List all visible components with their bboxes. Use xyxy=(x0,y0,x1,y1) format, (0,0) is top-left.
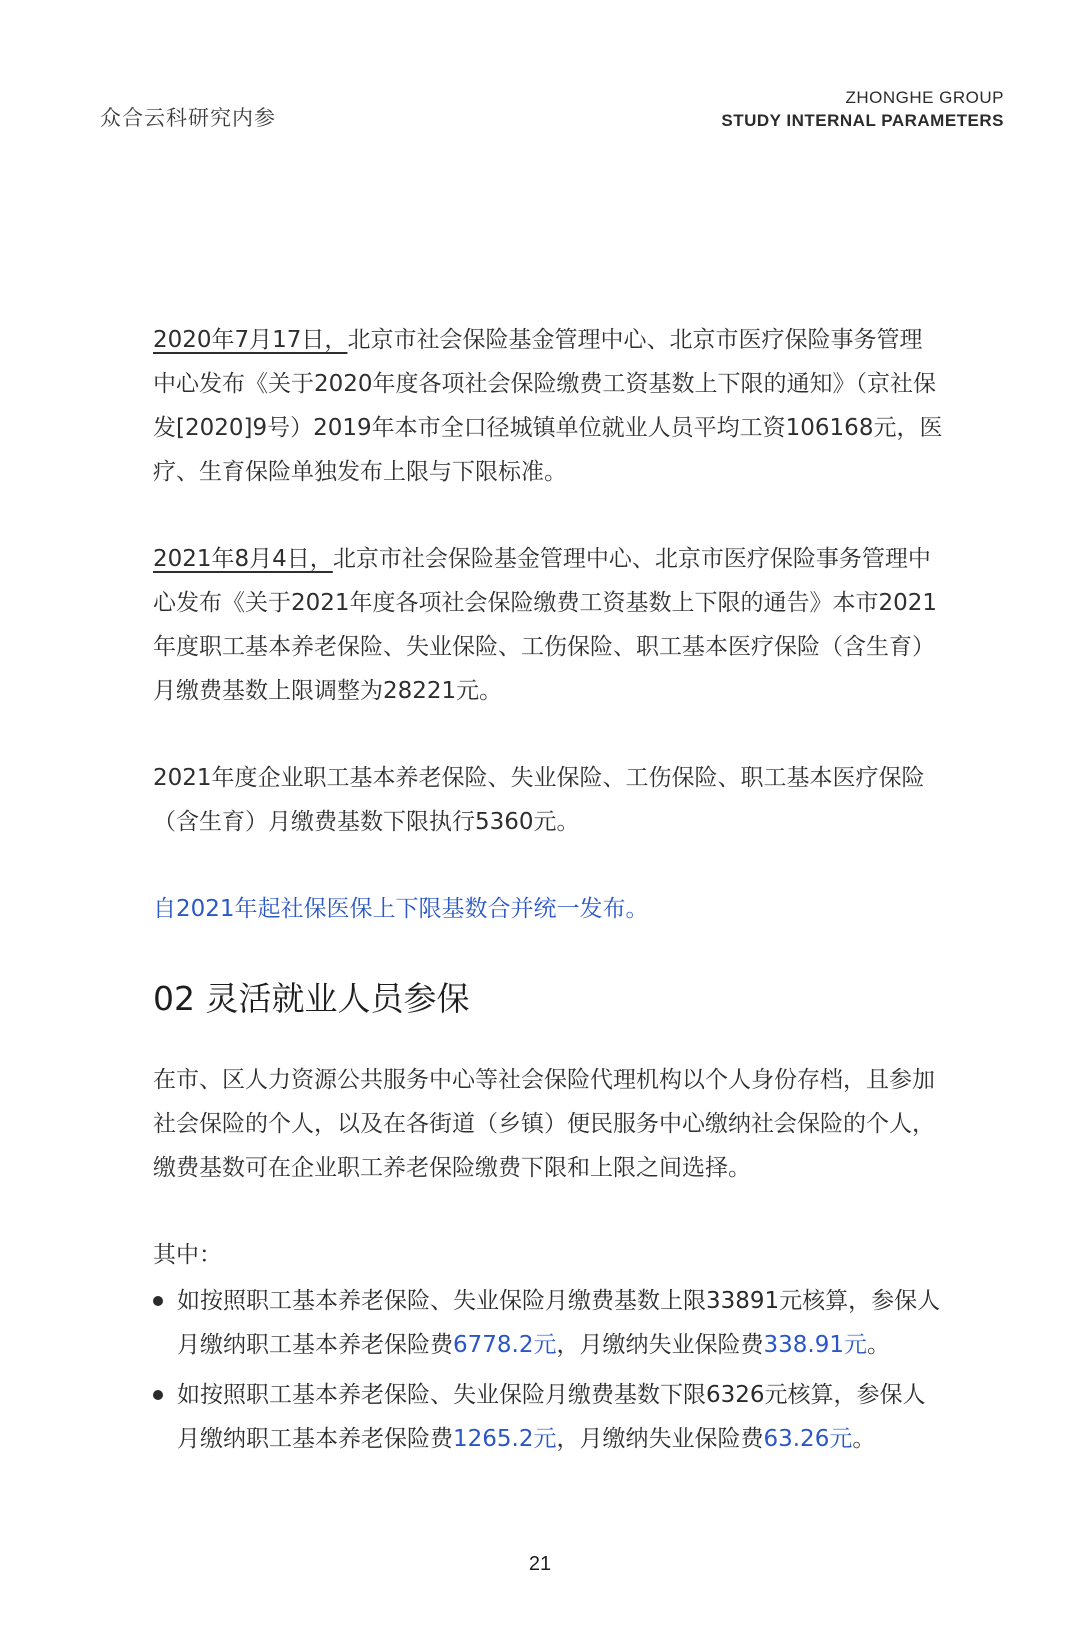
list-item-text: 。 xyxy=(866,1332,890,1358)
bullet-dot-icon xyxy=(153,1390,163,1400)
paragraph-2020-notice xyxy=(153,318,943,494)
list-item-value: 1265.2元 xyxy=(453,1426,557,1452)
paragraph-date: 2021年8月4日， xyxy=(153,546,333,572)
page-number: 21 xyxy=(528,1553,552,1575)
paragraph-highlight: 自2021年起社保医保上下限基数合并统一发布。 xyxy=(153,896,649,922)
paragraph-text: 北京市社会保险基金管理中心、北京市医疗保险事务管理中心发布《关于2020年度各项社会保险缴费工资基数上下限的通知》（京社保发[2020]9号）2019年本市全口径城镇单位就业人员平均工资106168元，医疗、生育保险单独发布上限与下限标准。 xyxy=(153,327,943,485)
paragraph-text: 北京市社会保险基金管理中心、北京市医疗保险事务管理中心发布《关于2021年度各项社会保险缴费工资基数上下限的通告》本市2021年度职工基本养老保险、失业保险、工伤保险、职工基本医疗保险（含生育）月缴费基数上限调整为28221元。 xyxy=(153,546,938,704)
paragraph-date: 2020年7月17日， xyxy=(153,327,348,353)
header-publication-name: STUDY INTERNAL PARAMETERS xyxy=(721,111,1004,130)
list-item-value: 338.91元 xyxy=(763,1332,867,1358)
list-item-text: 如按照职工基本养老保险、失业保险月缴费基数上限33891元核算，参保人月缴纳职工基本养老保险费 xyxy=(177,1288,941,1358)
list-item-text: ，月缴纳失业保险费 xyxy=(556,1332,764,1358)
section-title: 02 灵活就业人员参保 xyxy=(153,979,470,1018)
header-company-name: ZHONGHE GROUP xyxy=(845,88,1004,107)
list-item xyxy=(153,1279,943,1367)
main-content xyxy=(153,318,943,1467)
list-item-text: 如按照职工基本养老保险、失业保险月缴费基数下限6326元核算，参保人月缴纳职工基本养老保险费 xyxy=(177,1382,926,1452)
paragraph-2021-notice xyxy=(153,537,943,713)
list-item-value: 6778.2元 xyxy=(453,1332,557,1358)
header-right-branding xyxy=(721,86,1004,132)
list-item xyxy=(153,1373,943,1461)
bullet-list xyxy=(153,1279,943,1461)
section-intro: 在市、区人力资源公共服务中心等社会保险代理机构以个人身份存档，且参加社会保险的个人，以及在各街道（乡镇）便民服务中心缴纳社会保险的个人，缴费基数可在企业职工养老保险缴费下限和上限之间选择。 xyxy=(153,1067,935,1181)
paragraph-2021-lower-limit: 2021年度企业职工基本养老保险、失业保险、工伤保险、职工基本医疗保险（含生育）月缴费基数下限执行5360元。 xyxy=(153,765,925,835)
list-intro-label: 其中： xyxy=(153,1242,222,1268)
list-item-text: 。 xyxy=(852,1426,876,1452)
list-item-value: 63.26元 xyxy=(763,1426,853,1452)
list-item-text: ，月缴纳失业保险费 xyxy=(556,1426,764,1452)
bullet-dot-icon xyxy=(153,1296,163,1306)
header-left-title: 众合云科研究内参 xyxy=(100,106,276,130)
